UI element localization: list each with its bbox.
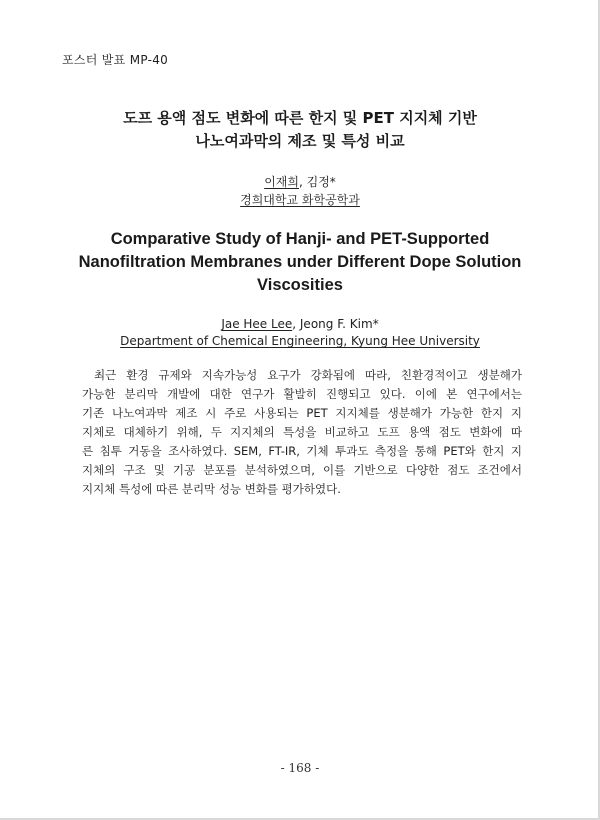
english-title-line-2: Nanofiltration Membranes under Different Dope Solution: [78, 253, 522, 271]
korean-title-line-1: 도프 용액 점도 변화에 따른 한지 및 PET 지지체 기반: [123, 109, 477, 127]
korean-authors: [0, 174, 600, 190]
abstract-line: 지체의 구조 및 기공 분포를 분석하였으며, 이를 기반으로 다양한 점도 조건에서: [82, 463, 522, 477]
korean-coauthors: 김정*: [306, 175, 336, 189]
session-label: 포스터 발표 MP-40: [62, 53, 169, 67]
korean-presenter: 이재희: [264, 175, 299, 189]
english-presenter: Jae Hee Lee: [221, 317, 293, 331]
english-author-separator: ,: [292, 317, 300, 331]
english-coauthors: Jeong F. Kim*: [299, 317, 379, 331]
english-title-line-1: Comparative Study of Hanji- and PET-Supported: [110, 230, 490, 248]
english-affiliation: [0, 333, 600, 349]
abstract-line: 기존 나노여과막 제조 시 주로 사용되는 PET 지지체를 생분해가 가능한 한지 지: [82, 406, 522, 420]
korean-title-line-2: 나노여과막의 제조 및 특성 비교: [195, 132, 405, 150]
abstract-line: 최근 환경 규제와 지속가능성 요구가 강화됨에 따라, 친환경적이고 생분해가: [94, 368, 522, 382]
abstract-line: 른 침투 거동을 조사하였다. SEM, FT-IR, 기체 투과도 측정을 통해 PET와 한지 지: [82, 444, 522, 458]
abstract-line: 지지체 특성에 따른 분리막 성능 변화를 평가하였다.: [82, 482, 341, 496]
korean-affiliation: 경희대학교 화학공학과: [240, 193, 360, 207]
abstract: [82, 366, 522, 499]
english-affiliation-text: Department of Chemical Engineering, Kyung Hee University: [120, 334, 480, 348]
abstract-line: 가능한 분리막 개발에 대한 연구가 활발히 진행되고 있다. 이에 본 연구에서는: [82, 387, 522, 401]
english-title-line-3: Viscosities: [257, 276, 343, 294]
page-number: - 168 -: [280, 761, 320, 775]
abstract-line: 지체로 대체하기 위해, 두 지지체의 특성을 비교하고 도프 용액 점도 변화에 따: [82, 425, 522, 439]
english-authors: [0, 316, 600, 332]
korean-author-separator: ,: [298, 175, 307, 189]
